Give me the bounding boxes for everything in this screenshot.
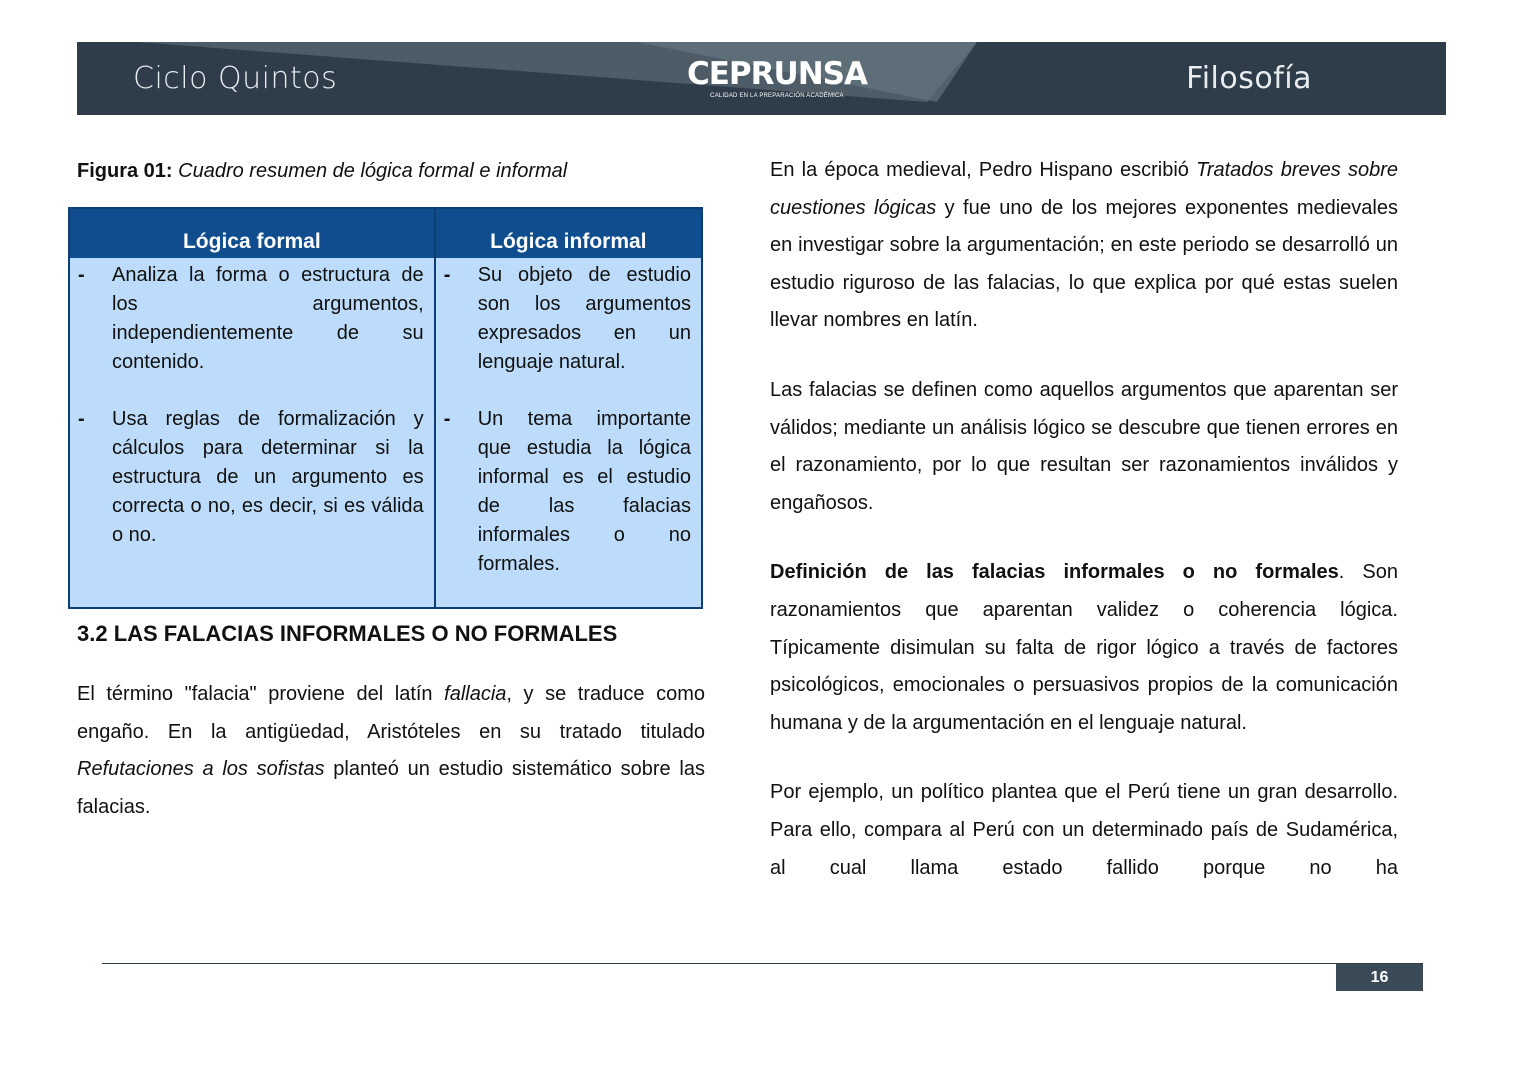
- ceprunsa-logo: [687, 58, 867, 100]
- bullet: -: [78, 264, 85, 286]
- footer-divider: [102, 963, 1423, 964]
- subject-name: Filosofía: [1186, 61, 1312, 96]
- section-title: 3.2 LAS FALACIAS INFORMALES O NO FORMALES: [77, 621, 618, 646]
- list-item: [70, 261, 424, 377]
- list-item: [436, 405, 691, 579]
- right-column: [770, 152, 1398, 919]
- summary-table: [68, 207, 703, 609]
- logo-tagline: CALIDAD EN LA PREPARACIÓN ACADÉMICA: [710, 93, 844, 99]
- paragraph-informal-fallacies: Definición de las falacias informales o no formales. Son razonamientos que aparentan validez o coherencia lógica. Típicamente disimulan su falta de rigor lógico a través de factores psicológicos, emocionales o persuasivos propios de la comunicación humana y de la argumentación en el lenguaje natural.: [770, 561, 1398, 734]
- item-text: Su objeto de estudio son los argumentos expresados en un lenguaje natural.: [477, 264, 691, 373]
- figure-caption-text: Cuadro resumen de lógica formal e informal: [178, 160, 568, 182]
- bullet: -: [78, 408, 85, 430]
- course-cycle: Ciclo Quintos: [133, 61, 338, 96]
- item-text: Un tema importante que estudia la lógica informal es el estudio de las falacias informales o no formales.: [477, 408, 691, 575]
- list-item: [436, 261, 691, 377]
- figure-label: Figura 01:: [77, 160, 173, 182]
- bullet: -: [443, 264, 451, 286]
- paragraph-medieval: En la época medieval, Pedro Hispano escribió Tratados breves sobre cuestiones lógicas y fue uno de los mejores exponentes medievales en investigar sobre la argumentación; en este periodo se desarrolló un estudio riguroso de las falacias, lo que explica por qué estas suelen llevar nombres en latín.: [770, 159, 1398, 332]
- header-formal: Lógica formal: [69, 208, 435, 258]
- page-number: 16: [1336, 964, 1423, 991]
- figure-caption: [77, 159, 567, 183]
- item-text: Analiza la forma o estructura de los argumentos, independientemente de su contenido.: [112, 264, 424, 373]
- paragraph-falacia-origin: El término "falacia" proviene del latín fallacia, y se traduce como engaño. En la antigüedad, Aristóteles en su tratado titulado Refutaciones a los sofistas planteó un estudio sistemático sobre las falacias.: [77, 683, 705, 818]
- header-informal: Lógica informal: [435, 208, 702, 258]
- paragraph-definition: Las falacias se definen como aquellos argumentos que aparentan ser válidos; mediante un análisis lógico se descubre que tienen errores en el razonamiento, por lo que resultan ser razonamientos inválidos y engañosos.: [770, 378, 1398, 514]
- bullet: -: [443, 408, 451, 430]
- paragraph-example: Por ejemplo, un político plantea que el Perú tiene un gran desarrollo. Para ello, compara al Perú con un determinado país de Sudamérica, al cual llama estado fallido porque no ha: [770, 781, 1398, 879]
- formal-cell: [69, 258, 435, 608]
- page-header: [77, 42, 1446, 115]
- list-item: [70, 405, 424, 550]
- item-text: Usa reglas de formalización y cálculos para determinar si la estructura de un argumento es correcta o no, es decir, si es válida o no.: [112, 408, 424, 546]
- logo-name: CEPRUNSA: [687, 56, 867, 92]
- informal-cell: [435, 258, 702, 608]
